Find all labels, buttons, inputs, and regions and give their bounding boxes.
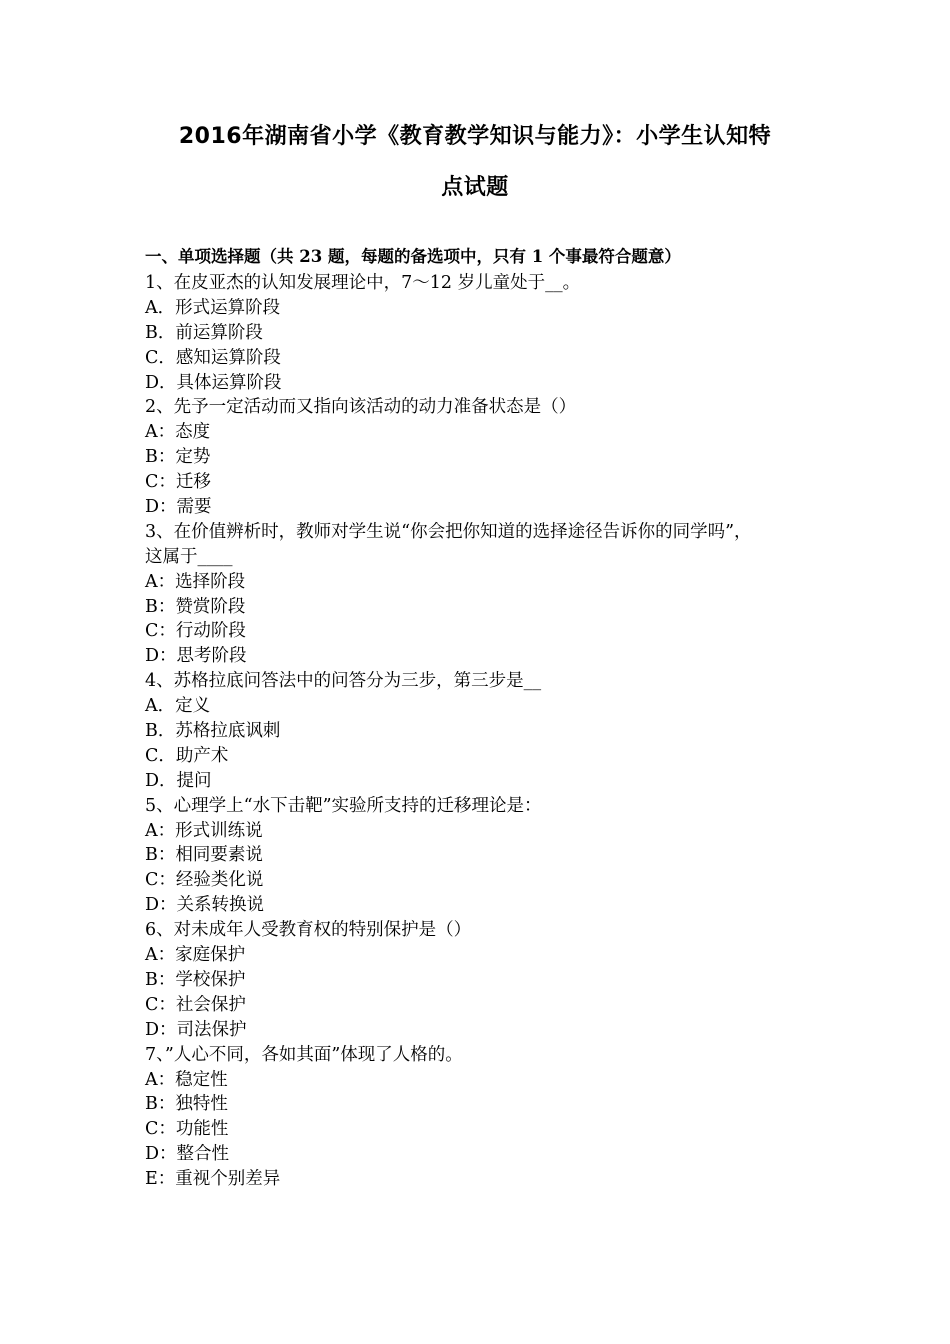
question-2-option-c: C：迁移 — [145, 472, 211, 493]
question-6-option-b: B：学校保护 — [145, 969, 246, 990]
question-6-option-a: A：家庭保护 — [145, 945, 246, 966]
question-3-option-b: B：赞赏阶段 — [145, 596, 246, 617]
question-6-stem: 6、对未成年人受教育权的特别保护是（） — [145, 920, 472, 941]
question-2-stem: 2、先予一定活动而又指向该活动的动力准备状态是（） — [145, 397, 577, 418]
question-2-option-b: B：定势 — [145, 447, 211, 468]
question-4-stem: 4、苏格拉底问答法中的问答分为三步，第三步是__ — [145, 671, 542, 692]
question-5-option-a: A：形式训练说 — [145, 820, 263, 841]
question-list — [145, 271, 825, 1192]
question-3-option-d: D：思考阶段 — [145, 646, 247, 667]
question-1-option-a: A．形式运算阶段 — [145, 297, 281, 318]
document-title-line-1: 2016年湖南省小学《教育教学知识与能力》：小学生认知特 — [178, 124, 772, 149]
question-1-stem: 1、在皮亚杰的认知发展理论中，7～12 岁儿童处于__。 — [145, 273, 581, 293]
question-4-option-d: D．提问 — [145, 770, 212, 791]
document-title-line-2: 点试题 — [441, 175, 509, 200]
question-2-option-d: D：需要 — [145, 497, 212, 518]
question-1-option-b: B．前运算阶段 — [145, 322, 263, 343]
question-7-option-e: E：重视个别差异 — [145, 1169, 281, 1190]
question-1-option-d: D．具体运算阶段 — [145, 372, 282, 393]
question-6-option-d: D：司法保护 — [145, 1019, 247, 1040]
question-5-option-b: B：相同要素说 — [145, 845, 263, 866]
question-4-option-c: C．助产术 — [145, 745, 229, 766]
question-7-option-a: A：稳定性 — [145, 1069, 228, 1090]
question-3-option-c: C：行动阶段 — [145, 621, 246, 642]
question-3-option-a: A：选择阶段 — [145, 571, 246, 592]
question-3-stem: 3、在价值辨析时，教师对学生说“你会把你知道的选择途径告诉你的同学吗”， — [145, 521, 752, 542]
section-heading: 一、单项选择题（共 23 题，每题的备选项中，只有 1 个事最符合题意） — [145, 247, 681, 266]
question-5-stem: 5、心理学上“水下击靶”实验所支持的迁移理论是： — [145, 795, 542, 816]
question-3-stem-continued: 这属于____ — [145, 546, 233, 567]
question-4-option-b: B．苏格拉底讽刺 — [145, 721, 281, 742]
question-1-option-c: C．感知运算阶段 — [145, 347, 281, 368]
question-6-option-c: C：社会保护 — [145, 994, 246, 1015]
question-7-option-d: D：整合性 — [145, 1144, 230, 1165]
question-2-option-a: A：态度 — [145, 422, 211, 443]
question-7-stem: 7、”人心不同，各如其面”体现了人格的。 — [145, 1044, 463, 1065]
question-5-option-d: D：关系转换说 — [145, 895, 265, 916]
question-7-option-b: B：独特性 — [145, 1094, 228, 1115]
question-7-option-c: C：功能性 — [145, 1119, 229, 1140]
question-5-option-c: C：经验类化说 — [145, 870, 264, 891]
question-4-option-a: A．定义 — [145, 696, 211, 717]
